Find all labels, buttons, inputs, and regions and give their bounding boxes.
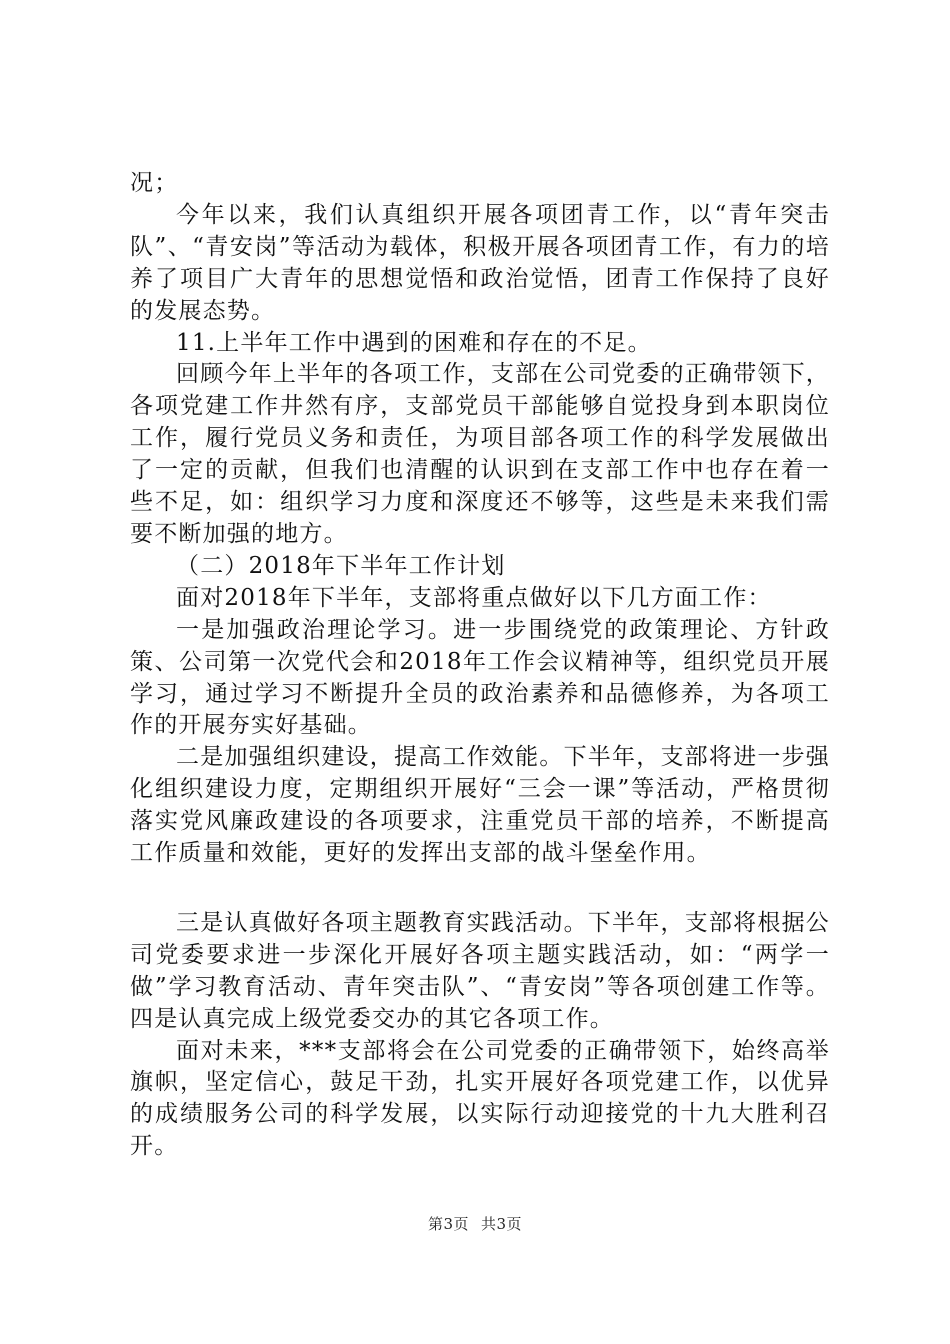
paragraph-plan-item-1: 一是加强政治理论学习。进一步围绕党的政策理论、方针政策、公司第一次党代会和2018年工作会议精神等，组织党员开展学习，通过学习不断提升全员的政治素养和品德修养，为各项工作的开展夯实好基础。 (130, 616, 830, 739)
page-footer (0, 1213, 950, 1234)
section-heading-plan: （二）2018年下半年工作计划 (176, 552, 506, 579)
paragraph-plan-intro: 面对2018年下半年，支部将重点做好以下几方面工作： (176, 584, 772, 611)
document-body (130, 168, 830, 1163)
paragraph-review: 回顾今年上半年的各项工作，支部在公司党委的正确带领下，各项党建工作井然有序，支部党员干部能够自觉投身到本职岗位工作，履行党员义务和责任，为项目部各项工作的科学发展做出了一定的贡献，但我们也清醒的认识到在支部工作中也存在着一些不足，如：组织学习力度和深度还不够等，这些是未来我们需要不断加强的地方。 (130, 361, 830, 547)
paragraph-plan-item-2: 二是加强组织建设，提高工作效能。下半年，支部将进一步强化组织建设力度，定期组织开展好“三会一课”等活动，严格贯彻落实党风廉政建设的各项要求，注重党员干部的培养，不断提高工作质量和效能，更好的发挥出支部的战斗堡垒作用。 (130, 744, 830, 867)
page-number: 第3页 (427, 1215, 469, 1233)
paragraph-conclusion: 面对未来，***支部将会在公司党委的正确带领下，始终高举旗帜，坚定信心，鼓足干劲，扎实开展好各项党建工作，以优异的成绩服务公司的科学发展，以实际行动迎接党的十九大胜利召开。 (130, 1037, 830, 1160)
paragraph-plan-item-3: 三是认真做好各项主题教育实践活动。下半年，支部将根据公司党委要求进一步深化开展好各项主题实践活动，如：“两学一做”学习教育活动、青年突击队”、“青安岗”等各项创建工作等。四是认真完成上级党委交办的其它各项工作。 (130, 909, 830, 1032)
paragraph-youth-work: 今年以来，我们认真组织开展各项团青工作，以“青年突击队”、“青安岗”等活动为载体，积极开展各项团青工作，有力的培养了项目广大青年的思想觉悟和政治觉悟，团青工作保持了良好的发展态势。 (130, 201, 830, 324)
paragraph-continuation: 况； (130, 170, 179, 196)
page-total: 共3页 (481, 1215, 523, 1233)
section-heading-difficulties: 11.上半年工作中遇到的困难和存在的不足。 (176, 329, 652, 356)
